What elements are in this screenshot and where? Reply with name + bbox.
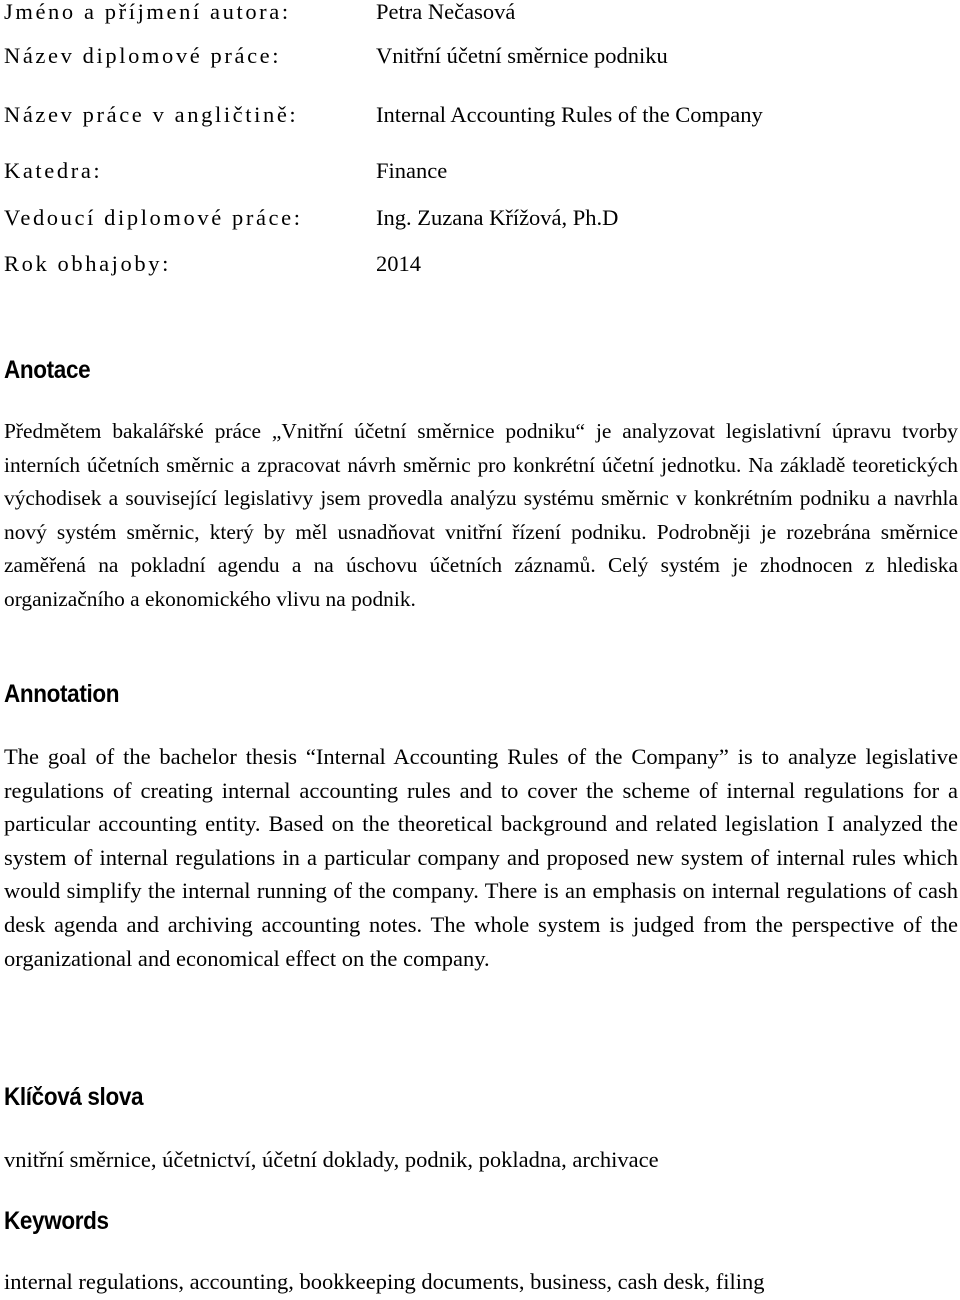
title-cz-label: Název diplomové práce:	[4, 43, 282, 68]
author-value: Petra Nečasová	[376, 0, 516, 24]
meta-row-author	[4, 0, 960, 27]
title-en-value: Internal Accounting Rules of the Company	[376, 102, 763, 127]
anotace-heading: Anotace	[4, 356, 91, 384]
keywords-text: internal regulations, accounting, bookkeeping documents, business, cash desk, filing	[4, 1269, 765, 1294]
department-value: Finance	[376, 158, 448, 183]
author-label: Jméno a příjmení autora:	[4, 0, 291, 24]
title-en-label: Název práce v angličtině:	[4, 102, 299, 127]
meta-row-department	[4, 156, 960, 186]
anotace-text: Předmětem bakalářské práce „Vnitřní účetní směrnice podniku“ je analyzovat legislativní úpravu tvorby interních účetních směrnic a zpracovat návrh směrnic pro konkrétní účetní jednotku. Na základě teoretických východisek a související legislativy jsem provedla analýzu systému směrnic v konkrétním podniku a navrhla nový systém směrnic, který by měl usnadňovat vnitřní řízení podniku. Podrobněji je rozebrána směrnice zaměřená na pokladní agendu a na úschovu účetních záznamů. Celý systém je zhodnocen z hlediska organizačního a ekonomického vlivu na podnik.	[4, 419, 958, 611]
meta-row-title-en	[4, 100, 960, 130]
keywords-heading: Keywords	[4, 1207, 109, 1235]
year-label: Rok obhajoby:	[4, 251, 171, 276]
klicova-slova-heading: Klíčová slova	[4, 1083, 144, 1111]
klicova-slova-text: vnitřní směrnice, účetnictví, účetní doklady, podnik, pokladna, archivace	[4, 1147, 659, 1172]
meta-row-supervisor	[4, 203, 960, 233]
supervisor-value: Ing. Zuzana Křížová, Ph.D	[376, 205, 619, 230]
meta-row-year	[4, 249, 960, 279]
department-label: Katedra:	[4, 158, 103, 183]
supervisor-label: Vedoucí diplomové práce:	[4, 205, 303, 230]
annotation-heading: Annotation	[4, 680, 120, 708]
year-value: 2014	[376, 251, 421, 276]
title-cz-value: Vnitřní účetní směrnice podniku	[376, 43, 668, 68]
meta-row-title-cz	[4, 41, 960, 71]
annotation-text: The goal of the bachelor thesis “Internal Accounting Rules of the Company” is to analyze legislative regulations of creating internal accounting rules and to cover the scheme of internal regulations for a particular accounting entity. Based on the theoretical background and related legislation I analyzed the system of internal regulations in a particular company and proposed new system of internal rules which would simplify the internal running of the company. There is an emphasis on internal regulations of cash desk agenda and archiving accounting notes. The whole system is judged from the perspective of the organizational and economical effect on the company.	[4, 744, 958, 971]
